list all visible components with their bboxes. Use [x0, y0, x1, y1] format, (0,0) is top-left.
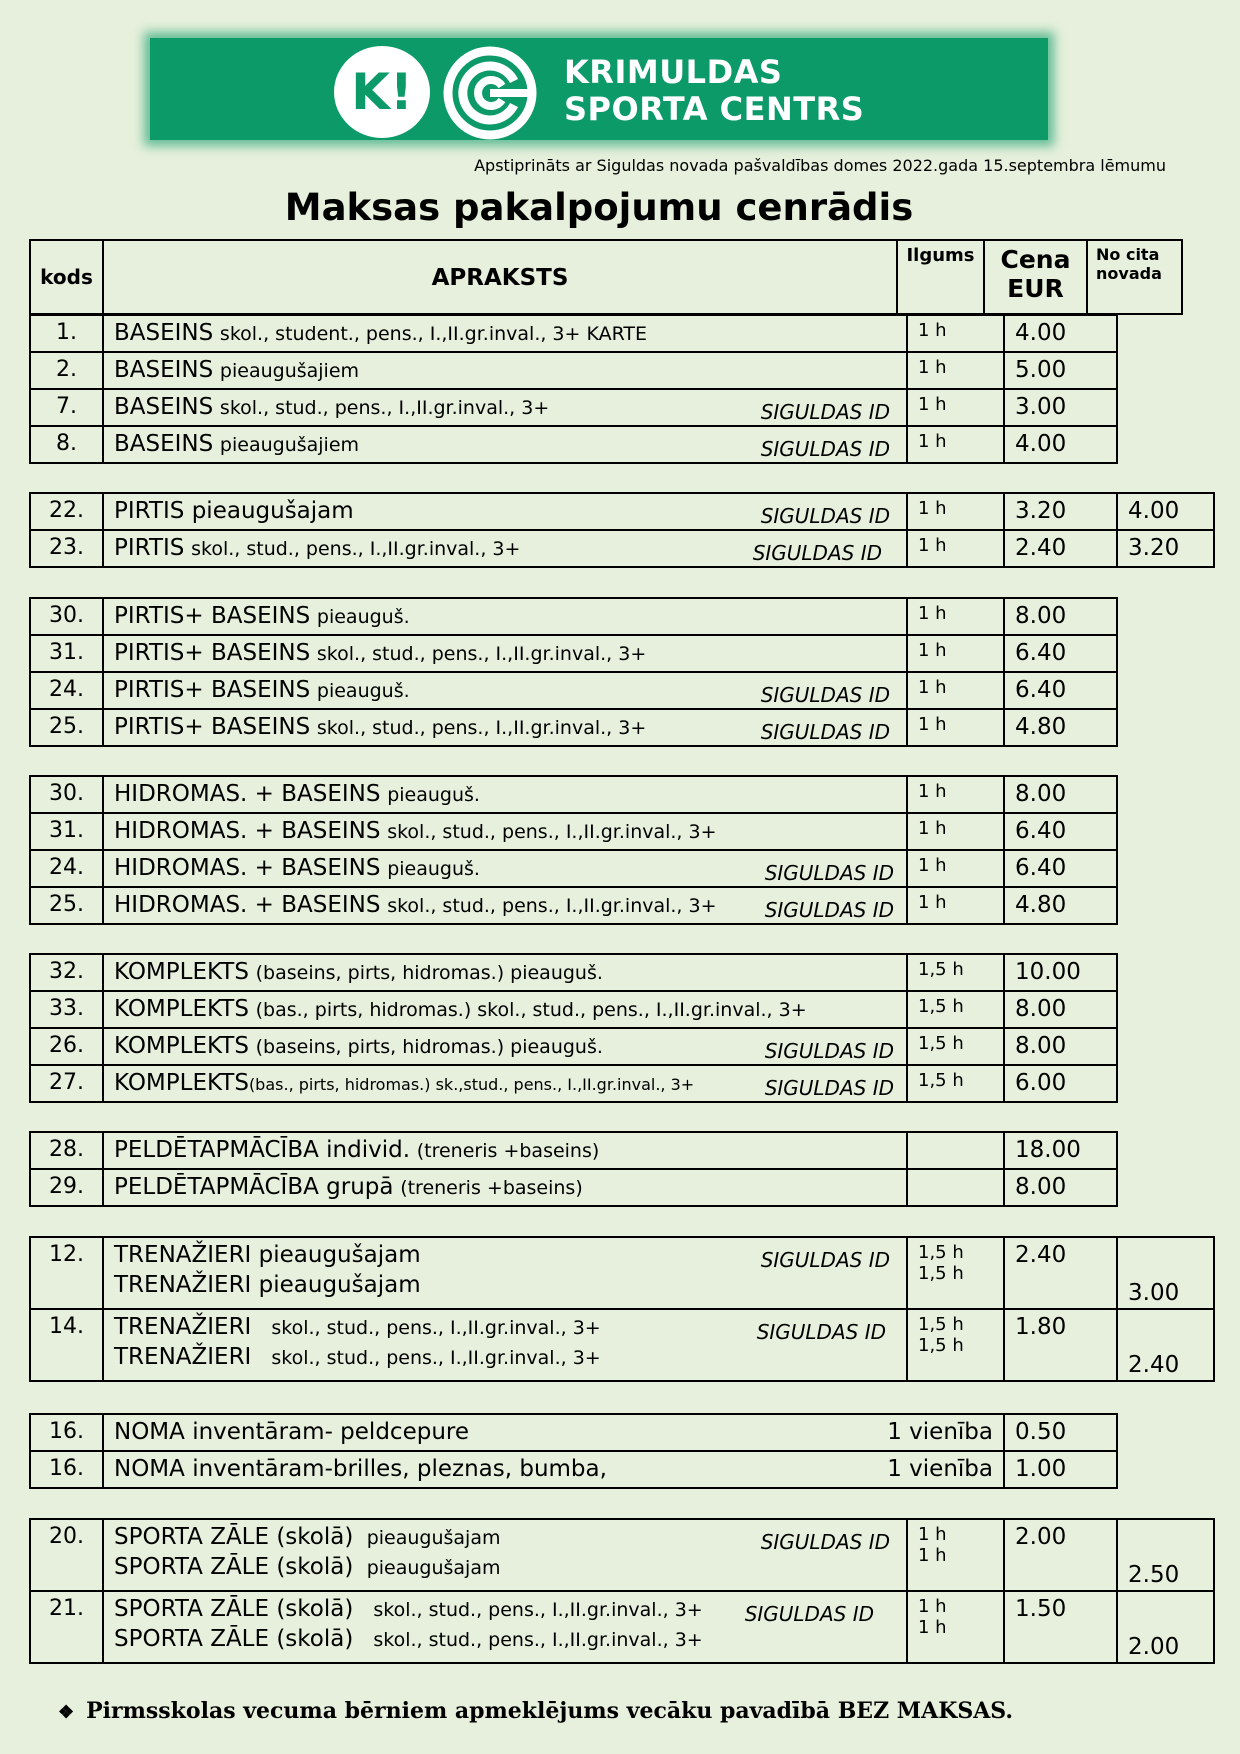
row-duration: 1,5 h: [907, 991, 1004, 1028]
row-code: 2.: [30, 352, 103, 389]
row-price: 1.80: [1004, 1309, 1117, 1381]
row-price: 1.50: [1004, 1591, 1117, 1663]
row-price: 2.40: [1004, 1237, 1117, 1309]
row-price: 1.00: [1004, 1451, 1117, 1488]
row-code: 7.: [30, 389, 103, 426]
row-description: TRENAŽIERI pieaugušajam TRENAŽIERI pieaugušajam SIGULDAS ID: [103, 1237, 907, 1309]
row-description: TRENAŽIERI skol., stud., pens., I.,II.gr.inval., 3+ TRENAŽIERI skol., stud., pens., I.,II.gr.inval., 3+ SIGULDAS ID: [103, 1309, 907, 1381]
table-row: [30, 352, 1214, 389]
row-code: 31.: [30, 635, 103, 672]
row-price: 3.20: [1004, 493, 1117, 530]
row-duration: [907, 1132, 1004, 1169]
row-code: 12.: [30, 1237, 103, 1309]
row-duration: 1,5 h: [907, 1028, 1004, 1065]
section-pool: [29, 314, 1215, 464]
row-code: 27.: [30, 1065, 103, 1102]
row-code: 23.: [30, 530, 103, 567]
table-row: [30, 315, 1214, 352]
section-gym: [29, 1236, 1215, 1382]
brand-line-2: SPORTA CENTRS: [564, 90, 865, 128]
siguldas-id-tag: SIGULDAS ID: [760, 720, 890, 744]
table-row: [30, 1169, 1117, 1206]
row-price: 6.00: [1004, 1065, 1117, 1102]
row-description: KOMPLEKTS(bas., pirts, hidromas.) sk.,stud., pens., I.,II.gr.inval., 3+ SIGULDAS ID: [103, 1065, 907, 1102]
logo-k-icon: K!: [334, 46, 430, 138]
table-row: [30, 426, 1214, 463]
row-duration: 1 h: [907, 887, 1004, 924]
table-row: [30, 389, 1214, 426]
row-price: 6.40: [1004, 850, 1117, 887]
row-code: 26.: [30, 1028, 103, 1065]
row-description: BASEINS pieaugušajiem: [103, 352, 907, 389]
table-row: [30, 991, 1117, 1028]
table-row: [30, 1237, 1214, 1309]
row-unit: 1 vienība: [887, 1456, 993, 1482]
row-other-price: 2.50: [1117, 1519, 1214, 1591]
section-sports-hall: [29, 1518, 1215, 1664]
row-duration: 1,5 h: [907, 1065, 1004, 1102]
row-code: 21.: [30, 1591, 103, 1663]
row-code: 30.: [30, 598, 103, 635]
row-code: 25.: [30, 709, 103, 746]
row-description: BASEINS skol., stud., pens., I.,II.gr.inval., 3+ SIGULDAS ID: [103, 389, 907, 426]
footer-note: [58, 1698, 1013, 1724]
section-sauna-pool: [29, 597, 1118, 747]
row-code: 28.: [30, 1132, 103, 1169]
section-package: [29, 953, 1118, 1103]
row-price: 4.00: [1004, 315, 1117, 352]
row-code: 29.: [30, 1169, 103, 1206]
page-title: Maksas pakalpojumu cenrādis: [284, 186, 914, 229]
table-row: [30, 635, 1117, 672]
brand-name: [564, 54, 864, 128]
row-description: KOMPLEKTS (bas., pirts, hidromas.) skol., stud., pens., I.,II.gr.inval., 3+: [103, 991, 907, 1028]
row-price: 3.00: [1004, 389, 1117, 426]
siguldas-id-tag: SIGULDAS ID: [760, 1530, 890, 1554]
row-description: PIRTIS+ BASEINS skol., stud., pens., I.,II.gr.inval., 3+ SIGULDAS ID: [103, 709, 907, 746]
siguldas-id-tag: SIGULDAS ID: [764, 898, 894, 922]
row-description: PIRTIS+ BASEINS skol., stud., pens., I.,II.gr.inval., 3+: [103, 635, 907, 672]
row-unit: 1 vienība: [887, 1419, 993, 1445]
row-duration: 1 h: [907, 672, 1004, 709]
table-row: [30, 709, 1117, 746]
siguldas-id-tag: SIGULDAS ID: [760, 683, 890, 707]
table-row: [30, 1414, 1117, 1451]
siguldas-id-tag: SIGULDAS ID: [744, 1602, 874, 1626]
row-price: 4.80: [1004, 887, 1117, 924]
row-price: 6.40: [1004, 813, 1117, 850]
col-duration-header: Ilgums: [897, 240, 984, 314]
siguldas-id-tag: SIGULDAS ID: [756, 1320, 886, 1344]
table-row: [30, 1519, 1214, 1591]
row-description: HIDROMAS. + BASEINS pieauguš. SIGULDAS ID: [103, 850, 907, 887]
footer-text: Pirmsskolas vecuma bērniem apmeklējums vecāku pavadībā BEZ MAKSAS.: [86, 1698, 1014, 1724]
row-description: PIRTIS+ BASEINS pieauguš.: [103, 598, 907, 635]
row-price: 2.40: [1004, 530, 1117, 567]
row-duration: 1 h 1 h: [907, 1591, 1004, 1663]
table-row: [30, 598, 1117, 635]
row-description: SPORTA ZĀLE (skolā) skol., stud., pens., I.,II.gr.inval., 3+ SPORTA ZĀLE (skolā) skol., stud., pens., I.,II.gr.inval., 3+ SIGULDAS ID: [103, 1591, 907, 1663]
col-other-header: No cita novada: [1087, 240, 1182, 314]
row-description: BASEINS skol., student., pens., I.,II.gr.inval., 3+ KARTE: [103, 315, 907, 352]
siguldas-id-tag: SIGULDAS ID: [764, 1039, 894, 1063]
table-row: [30, 776, 1117, 813]
row-duration: 1 h: [907, 709, 1004, 746]
row-duration: 1 h: [907, 598, 1004, 635]
row-duration: 1,5 h 1,5 h: [907, 1237, 1004, 1309]
row-description: HIDROMAS. + BASEINS skol., stud., pens., I.,II.gr.inval., 3+ SIGULDAS ID: [103, 887, 907, 924]
row-price: 8.00: [1004, 598, 1117, 635]
section-sauna: [29, 492, 1215, 568]
table-row: [30, 672, 1117, 709]
row-price: 4.00: [1004, 426, 1117, 463]
row-code: 24.: [30, 672, 103, 709]
row-code: 31.: [30, 813, 103, 850]
row-description: BASEINS pieaugušajiem SIGULDAS ID: [103, 426, 907, 463]
row-code: 16.: [30, 1414, 103, 1451]
siguldas-id-tag: SIGULDAS ID: [760, 504, 890, 528]
table-row: [30, 1451, 1117, 1488]
table-row: [30, 1591, 1214, 1663]
row-code: 25.: [30, 887, 103, 924]
diamond-bullet-icon: ❖: [58, 1702, 75, 1723]
row-code: 22.: [30, 493, 103, 530]
row-duration: 1 h: [907, 426, 1004, 463]
section-swim-lessons: [29, 1131, 1118, 1207]
row-price: 8.00: [1004, 1028, 1117, 1065]
row-duration: 1 h: [907, 493, 1004, 530]
row-description: PIRTIS pieaugušajam SIGULDAS ID: [103, 493, 907, 530]
row-code: 14.: [30, 1309, 103, 1381]
col-code-header: kods: [30, 240, 103, 314]
row-price: 8.00: [1004, 1169, 1117, 1206]
row-duration: [907, 1169, 1004, 1206]
row-description: KOMPLEKTS (baseins, pirts, hidromas.) pieauguš.: [103, 954, 907, 991]
row-description: PIRTIS skol., stud., pens., I.,II.gr.inval., 3+ SIGULDAS ID: [103, 530, 907, 567]
table-row: [30, 954, 1117, 991]
price-table-header: [29, 239, 1183, 315]
row-duration: 1 h: [907, 315, 1004, 352]
table-row: [30, 1132, 1117, 1169]
row-price: 8.00: [1004, 991, 1117, 1028]
logo-rings-icon: [440, 46, 540, 140]
brand-line-1: KRIMULDAS: [564, 53, 783, 91]
col-description-header: APRAKSTS: [103, 240, 897, 314]
row-price: 18.00: [1004, 1132, 1117, 1169]
row-description: KOMPLEKTS (baseins, pirts, hidromas.) pieauguš. SIGULDAS ID: [103, 1028, 907, 1065]
row-code: 32.: [30, 954, 103, 991]
col-price-header: Cena EUR: [984, 240, 1087, 314]
siguldas-id-tag: SIGULDAS ID: [760, 400, 890, 424]
row-code: 20.: [30, 1519, 103, 1591]
row-other-price: 2.40: [1117, 1309, 1214, 1381]
siguldas-id-tag: SIGULDAS ID: [764, 1076, 894, 1100]
row-price: 6.40: [1004, 672, 1117, 709]
row-price: 6.40: [1004, 635, 1117, 672]
table-row: [30, 1028, 1117, 1065]
table-row: [30, 1065, 1117, 1102]
row-duration: 1 h: [907, 850, 1004, 887]
row-code: 8.: [30, 426, 103, 463]
siguldas-id-tag: SIGULDAS ID: [752, 541, 882, 565]
table-row: [30, 887, 1117, 924]
row-price: 5.00: [1004, 352, 1117, 389]
row-description: PELDĒTAPMĀCĪBA grupā (treneris +baseins): [103, 1169, 907, 1206]
row-duration: 1 h: [907, 635, 1004, 672]
table-row: [30, 493, 1214, 530]
siguldas-id-tag: SIGULDAS ID: [764, 861, 894, 885]
table-row: [30, 850, 1117, 887]
row-description: SPORTA ZĀLE (skolā) pieaugušajam SPORTA ZĀLE (skolā) pieaugušajam SIGULDAS ID: [103, 1519, 907, 1591]
row-other-price: 3.20: [1117, 530, 1214, 567]
row-description: NOMA inventāram-brilles, pleznas, bumba, 1 vienība: [103, 1451, 1004, 1488]
row-price: 4.80: [1004, 709, 1117, 746]
row-description: PIRTIS+ BASEINS pieauguš. SIGULDAS ID: [103, 672, 907, 709]
row-other-price: 2.00: [1117, 1591, 1214, 1663]
row-code: 16.: [30, 1451, 103, 1488]
row-description: PELDĒTAPMĀCĪBA individ. (treneris +baseins): [103, 1132, 907, 1169]
siguldas-id-tag: SIGULDAS ID: [760, 1248, 890, 1272]
row-duration: 1 h 1 h: [907, 1519, 1004, 1591]
table-row: [30, 1309, 1214, 1381]
row-price: 2.00: [1004, 1519, 1117, 1591]
row-duration: 1 h: [907, 530, 1004, 567]
row-other-price: 4.00: [1117, 493, 1214, 530]
row-code: 30.: [30, 776, 103, 813]
row-description: HIDROMAS. + BASEINS pieauguš.: [103, 776, 907, 813]
row-duration: 1,5 h: [907, 954, 1004, 991]
row-price: 0.50: [1004, 1414, 1117, 1451]
row-duration: 1 h: [907, 776, 1004, 813]
row-price: 8.00: [1004, 776, 1117, 813]
row-duration: 1,5 h 1,5 h: [907, 1309, 1004, 1381]
row-duration: 1 h: [907, 389, 1004, 426]
approval-note: Apstiprināts ar Siguldas novada pašvaldības domes 2022.gada 15.septembra lēmumu: [474, 156, 1166, 175]
section-hydromassage-pool: [29, 775, 1118, 925]
row-description: NOMA inventāram- peldcepure 1 vienība: [103, 1414, 1004, 1451]
siguldas-id-tag: SIGULDAS ID: [760, 437, 890, 461]
table-row: [30, 813, 1117, 850]
row-code: 33.: [30, 991, 103, 1028]
row-code: 1.: [30, 315, 103, 352]
row-price: 10.00: [1004, 954, 1117, 991]
section-rental: [29, 1413, 1118, 1489]
row-description: HIDROMAS. + BASEINS skol., stud., pens., I.,II.gr.inval., 3+: [103, 813, 907, 850]
row-duration: 1 h: [907, 352, 1004, 389]
row-other-price: 3.00: [1117, 1237, 1214, 1309]
row-code: 24.: [30, 850, 103, 887]
row-duration: 1 h: [907, 813, 1004, 850]
table-row: [30, 530, 1214, 567]
